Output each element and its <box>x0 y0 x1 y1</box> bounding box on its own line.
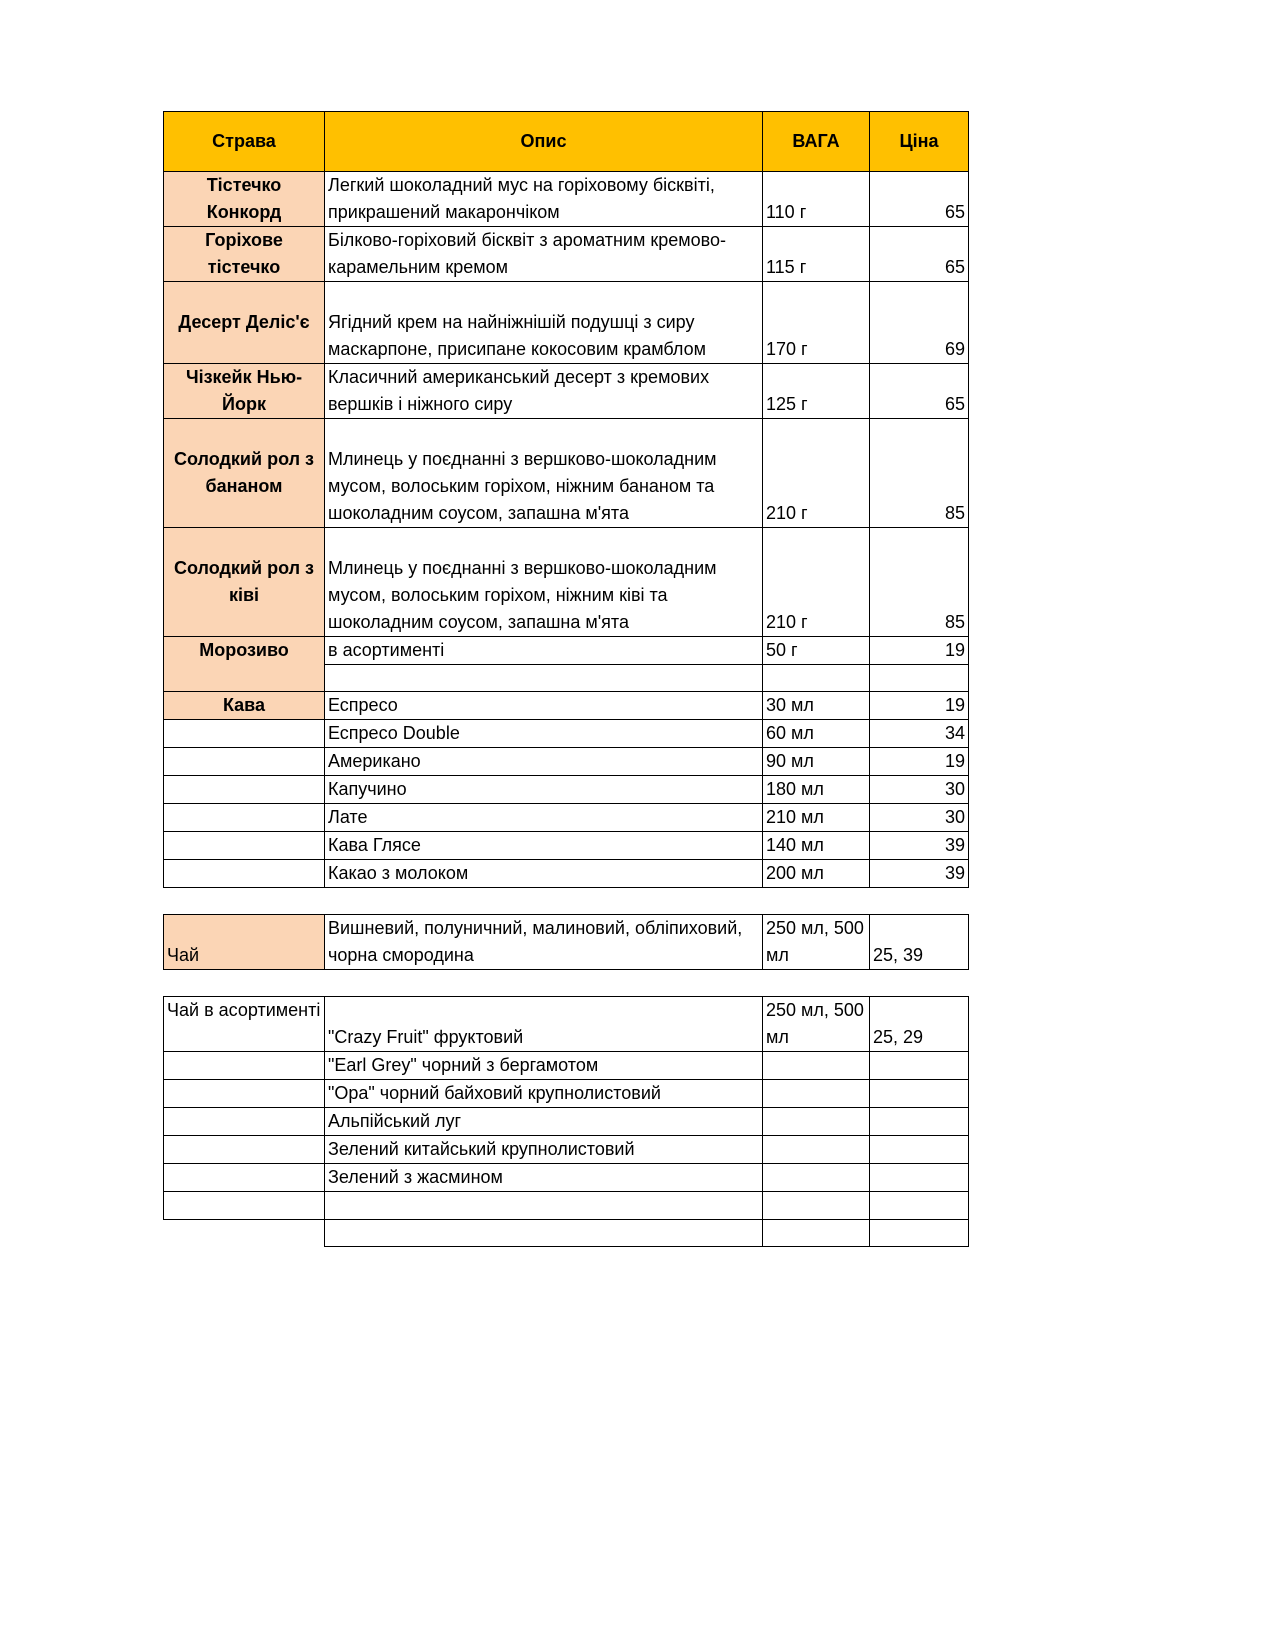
dish-description: Млинець у поєднанні з вершково-шоколадним мусом, волоським горіхом, ніжним бананом та шоколадним соусом, запашна м'ята <box>325 419 763 528</box>
dish-weight: 210 г <box>763 419 870 528</box>
dish-price: 25, 29 <box>870 997 969 1052</box>
dish-price: 30 <box>870 804 969 832</box>
dish-price: 85 <box>870 419 969 528</box>
dish-weight: 170 г <box>763 282 870 364</box>
dish-name: Солодкий рол з ківі <box>164 528 325 637</box>
dish-name: Чай <box>164 915 325 970</box>
menu-sheet <box>163 111 969 1247</box>
dish-weight: 250 мл, 500 мл <box>763 915 870 970</box>
dish-description: Кава Глясе <box>325 832 763 860</box>
table-row <box>164 528 969 637</box>
table-row <box>164 364 969 419</box>
dish-price: 39 <box>870 860 969 888</box>
dish-price: 25, 39 <box>870 915 969 970</box>
header-dish: Страва <box>164 112 325 172</box>
table-row <box>164 227 969 282</box>
dish-weight: 115 г <box>763 227 870 282</box>
menu-table <box>163 111 969 1247</box>
dish-weight: 125 г <box>763 364 870 419</box>
table-row <box>164 1108 969 1136</box>
dish-weight: 210 г <box>763 528 870 637</box>
dish-weight: 110 г <box>763 172 870 227</box>
dish-weight: 60 мл <box>763 720 870 748</box>
table-row <box>164 1080 969 1108</box>
dish-description: Какао з молоком <box>325 860 763 888</box>
dish-description: Білково-горіховий бісквіт з ароматним кремово-карамельним кремом <box>325 227 763 282</box>
dish-weight: 140 мл <box>763 832 870 860</box>
dish-description: Зелений китайський крупнолистовий <box>325 1136 763 1164</box>
dish-price: 65 <box>870 364 969 419</box>
dish-weight: 180 мл <box>763 776 870 804</box>
table-row <box>164 1052 969 1080</box>
dish-description: Вишневий, полуничний, малиновий, обліпиховий, чорна смородина <box>325 915 763 970</box>
dish-price: 85 <box>870 528 969 637</box>
dish-name: Тістечко Конкорд <box>164 172 325 227</box>
spacer-row <box>164 970 969 997</box>
table-row <box>164 804 969 832</box>
dish-price: 19 <box>870 748 969 776</box>
table-row <box>164 1136 969 1164</box>
dish-weight: 50 г <box>763 637 870 665</box>
table-row <box>164 860 969 888</box>
dish-weight: 250 мл, 500 мл <box>763 997 870 1052</box>
dish-price: 65 <box>870 227 969 282</box>
dish-weight: 90 мл <box>763 748 870 776</box>
empty-row <box>164 1219 969 1246</box>
dish-description: Альпійський луг <box>325 1108 763 1136</box>
dish-weight: 200 мл <box>763 860 870 888</box>
dish-name: Чай в асортименті <box>164 997 325 1052</box>
dish-description: Зелений з жасмином <box>325 1164 763 1192</box>
table-row <box>164 637 969 665</box>
dish-description: "Crazy Fruit" фруктовий <box>325 997 763 1052</box>
header-description: Опис <box>325 112 763 172</box>
dish-description: Еспресо <box>325 692 763 720</box>
spacer-row <box>164 888 969 915</box>
dish-name: Десерт Деліс'є <box>164 282 325 364</box>
dish-description: в асортименті <box>325 637 763 665</box>
dish-price: 19 <box>870 692 969 720</box>
dish-weight: 210 мл <box>763 804 870 832</box>
dish-description: "Ора" чорний байховий крупнолистовий <box>325 1080 763 1108</box>
table-row <box>164 748 969 776</box>
table-row <box>164 1164 969 1192</box>
dish-name: Солодкий рол з бананом <box>164 419 325 528</box>
table-row <box>164 282 969 364</box>
empty-row <box>164 1192 969 1219</box>
dish-price: 39 <box>870 832 969 860</box>
table-row <box>164 419 969 528</box>
dish-description: Американо <box>325 748 763 776</box>
dish-price: 34 <box>870 720 969 748</box>
table-row <box>164 776 969 804</box>
dish-description: Еспресо Double <box>325 720 763 748</box>
dish-description: Легкий шоколадний мус на горіховому бісквіті, прикрашений макарончіком <box>325 172 763 227</box>
dish-price: 30 <box>870 776 969 804</box>
dish-weight: 30 мл <box>763 692 870 720</box>
table-row <box>164 172 969 227</box>
dish-description: Капучино <box>325 776 763 804</box>
dish-name: Морозиво <box>164 637 325 692</box>
header-weight: ВАГА <box>763 112 870 172</box>
dish-description: "Earl Grey" чорний з бергамотом <box>325 1052 763 1080</box>
dish-price: 65 <box>870 172 969 227</box>
dish-description: Ягідний крем на найніжнішій подушці з сиру маскарпоне, присипане кокосовим крамблом <box>325 282 763 364</box>
table-row <box>164 720 969 748</box>
dish-description: Лате <box>325 804 763 832</box>
dish-price: 69 <box>870 282 969 364</box>
dish-price: 19 <box>870 637 969 665</box>
dish-name: Чізкейк Нью-Йорк <box>164 364 325 419</box>
header-row <box>164 112 969 172</box>
header-price: Ціна <box>870 112 969 172</box>
dish-name: Кава <box>164 692 325 720</box>
table-row <box>164 832 969 860</box>
dish-description: Млинець у поєднанні з вершково-шоколадним мусом, волоським горіхом, ніжним ківі та шоколадним соусом, запашна м'ята <box>325 528 763 637</box>
table-row <box>164 915 969 970</box>
dish-name: Горіхове тістечко <box>164 227 325 282</box>
dish-description: Класичний американський десерт з кремових вершків і ніжного сиру <box>325 364 763 419</box>
table-row <box>164 692 969 720</box>
table-row <box>164 997 969 1052</box>
